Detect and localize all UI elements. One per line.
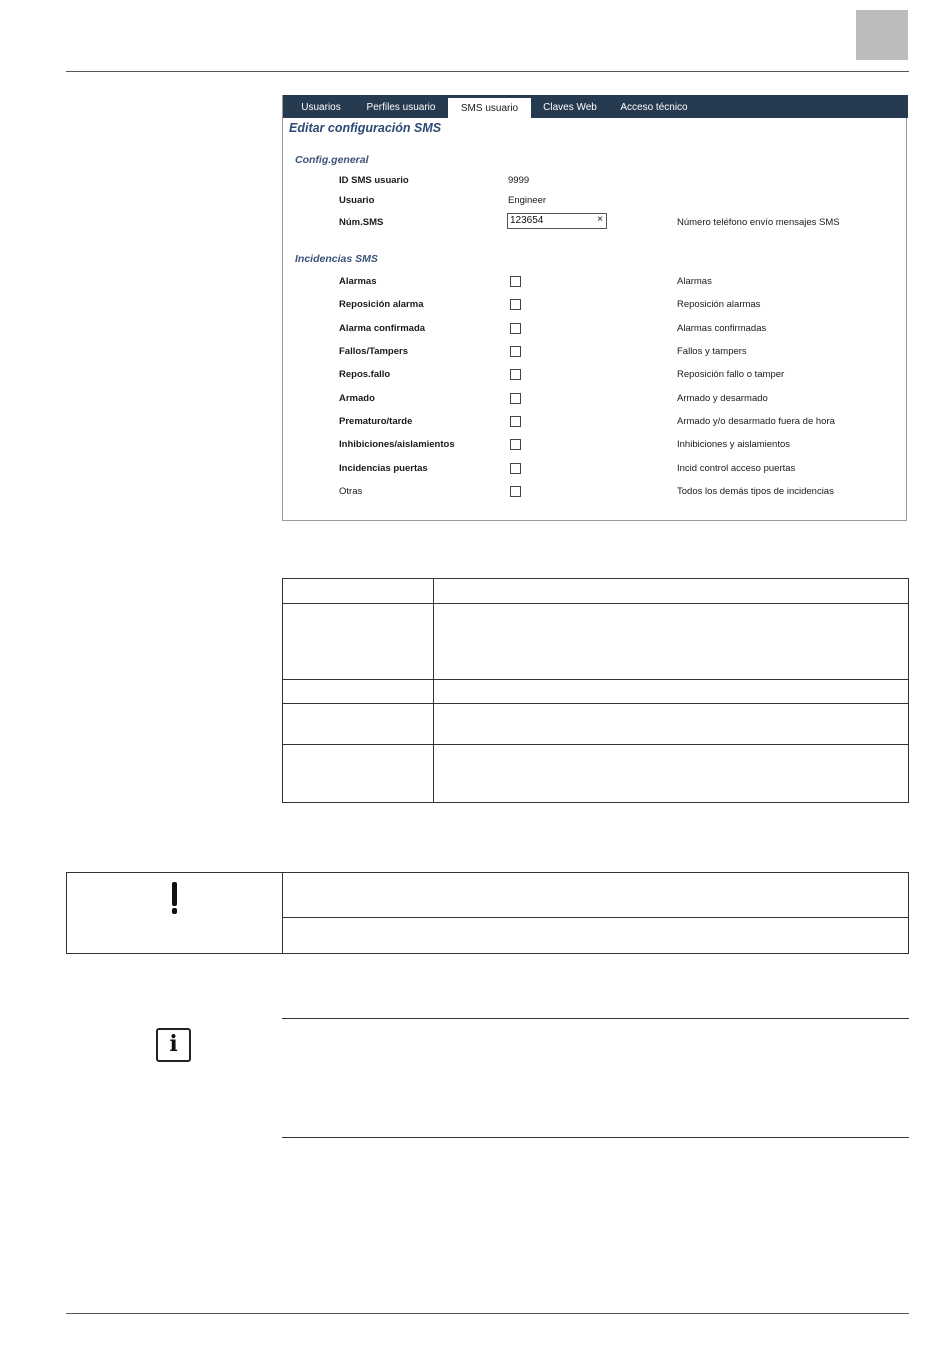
box-rule — [66, 872, 67, 954]
box-rule — [66, 953, 909, 954]
event-checkbox-inhibiciones[interactable] — [510, 439, 521, 450]
sms-number-label: Núm.SMS — [339, 217, 384, 228]
event-label-otras: Otras — [339, 486, 363, 497]
table-rule — [282, 578, 909, 579]
tab-perfiles-usuario[interactable]: Perfiles usuario — [366, 102, 436, 113]
event-desc-prematuro-tarde: Armado y/o desarmado fuera de hora — [677, 416, 835, 427]
table-rule — [282, 578, 283, 803]
table-rule — [282, 802, 909, 803]
event-checkbox-otras[interactable] — [510, 486, 521, 497]
event-checkbox-fallos-tampers[interactable] — [510, 346, 521, 357]
table-rule — [433, 578, 434, 803]
footer-rule — [66, 1313, 909, 1314]
table-rule — [908, 578, 909, 803]
event-label-inhibiciones: Inhibiciones/aislamientos — [339, 439, 455, 450]
event-label-armado: Armado — [339, 393, 375, 404]
event-checkbox-alarma-confirmada[interactable] — [510, 323, 521, 334]
id-sms-value: 9999 — [508, 175, 530, 186]
info-rule-top — [282, 1018, 909, 1019]
event-checkbox-reposicion-alarma[interactable] — [510, 299, 521, 310]
event-label-fallos-tampers: Fallos/Tampers — [339, 346, 408, 357]
event-desc-inhibiciones: Inhibiciones y aislamientos — [677, 439, 791, 450]
event-desc-repos-fallo: Reposición fallo o tamper — [677, 369, 785, 380]
event-checkbox-alarmas[interactable] — [510, 276, 521, 287]
table-rule — [282, 679, 909, 680]
event-checkbox-prematuro-tarde[interactable] — [510, 416, 521, 427]
tab-sms-usuario[interactable]: SMS usuario — [448, 98, 531, 118]
event-label-reposicion-alarma: Reposición alarma — [339, 299, 424, 310]
event-label-alarmas: Alarmas — [339, 276, 377, 287]
event-label-alarma-confirmada: Alarma confirmada — [339, 323, 426, 334]
box-rule — [908, 872, 909, 954]
clear-icon[interactable]: × — [597, 214, 603, 225]
sms-number-input[interactable] — [507, 213, 607, 229]
event-desc-incidencias-puertas: Incid control acceso puertas — [677, 463, 796, 474]
event-checkbox-incidencias-puertas[interactable] — [510, 463, 521, 474]
user-label: Usuario — [339, 195, 375, 206]
box-rule — [66, 872, 909, 873]
tab-bar — [283, 95, 908, 118]
form-title: Editar configuración SMS — [289, 121, 442, 135]
section-general: Config.general — [295, 154, 369, 166]
event-label-repos-fallo: Repos.fallo — [339, 369, 391, 380]
event-desc-alarmas: Alarmas — [677, 276, 712, 287]
id-sms-label: ID SMS usuario — [339, 175, 409, 186]
event-label-incidencias-puertas: Incidencias puertas — [339, 463, 428, 474]
event-desc-fallos-tampers: Fallos y tampers — [677, 346, 747, 357]
tab-acceso-tecnico[interactable]: Acceso técnico — [620, 102, 688, 113]
exclamation-icon — [172, 882, 177, 906]
tab-claves-web[interactable]: Claves Web — [543, 102, 597, 113]
box-rule — [282, 872, 283, 954]
event-checkbox-repos-fallo[interactable] — [510, 369, 521, 380]
table-rule — [282, 703, 909, 704]
tab-usuarios[interactable]: Usuarios — [301, 102, 341, 113]
event-checkbox-armado[interactable] — [510, 393, 521, 404]
sms-number-desc: Número teléfono envío mensajes SMS — [677, 217, 840, 228]
event-label-prematuro-tarde: Prematuro/tarde — [339, 416, 413, 427]
info-icon-glyph: i — [169, 1031, 178, 1057]
box-rule — [282, 917, 909, 918]
sms-config-screenshot — [282, 95, 907, 521]
info-rule-bottom — [282, 1137, 909, 1138]
table-rule — [282, 603, 909, 604]
user-value: Engineer — [508, 195, 547, 206]
sms-number-value: 123654 — [510, 215, 544, 226]
table-rule — [282, 744, 909, 745]
info-icon — [156, 1028, 191, 1062]
event-desc-armado: Armado y desarmado — [677, 393, 768, 404]
event-desc-reposicion-alarma: Reposición alarmas — [677, 299, 761, 310]
chapter-tab — [856, 10, 908, 60]
exclamation-icon-dot — [172, 908, 177, 914]
event-desc-otras: Todos los demás tipos de incidencias — [677, 486, 834, 497]
header-rule — [66, 71, 909, 72]
section-events: Incidencias SMS — [295, 253, 378, 265]
event-desc-alarma-confirmada: Alarmas confirmadas — [677, 323, 767, 334]
